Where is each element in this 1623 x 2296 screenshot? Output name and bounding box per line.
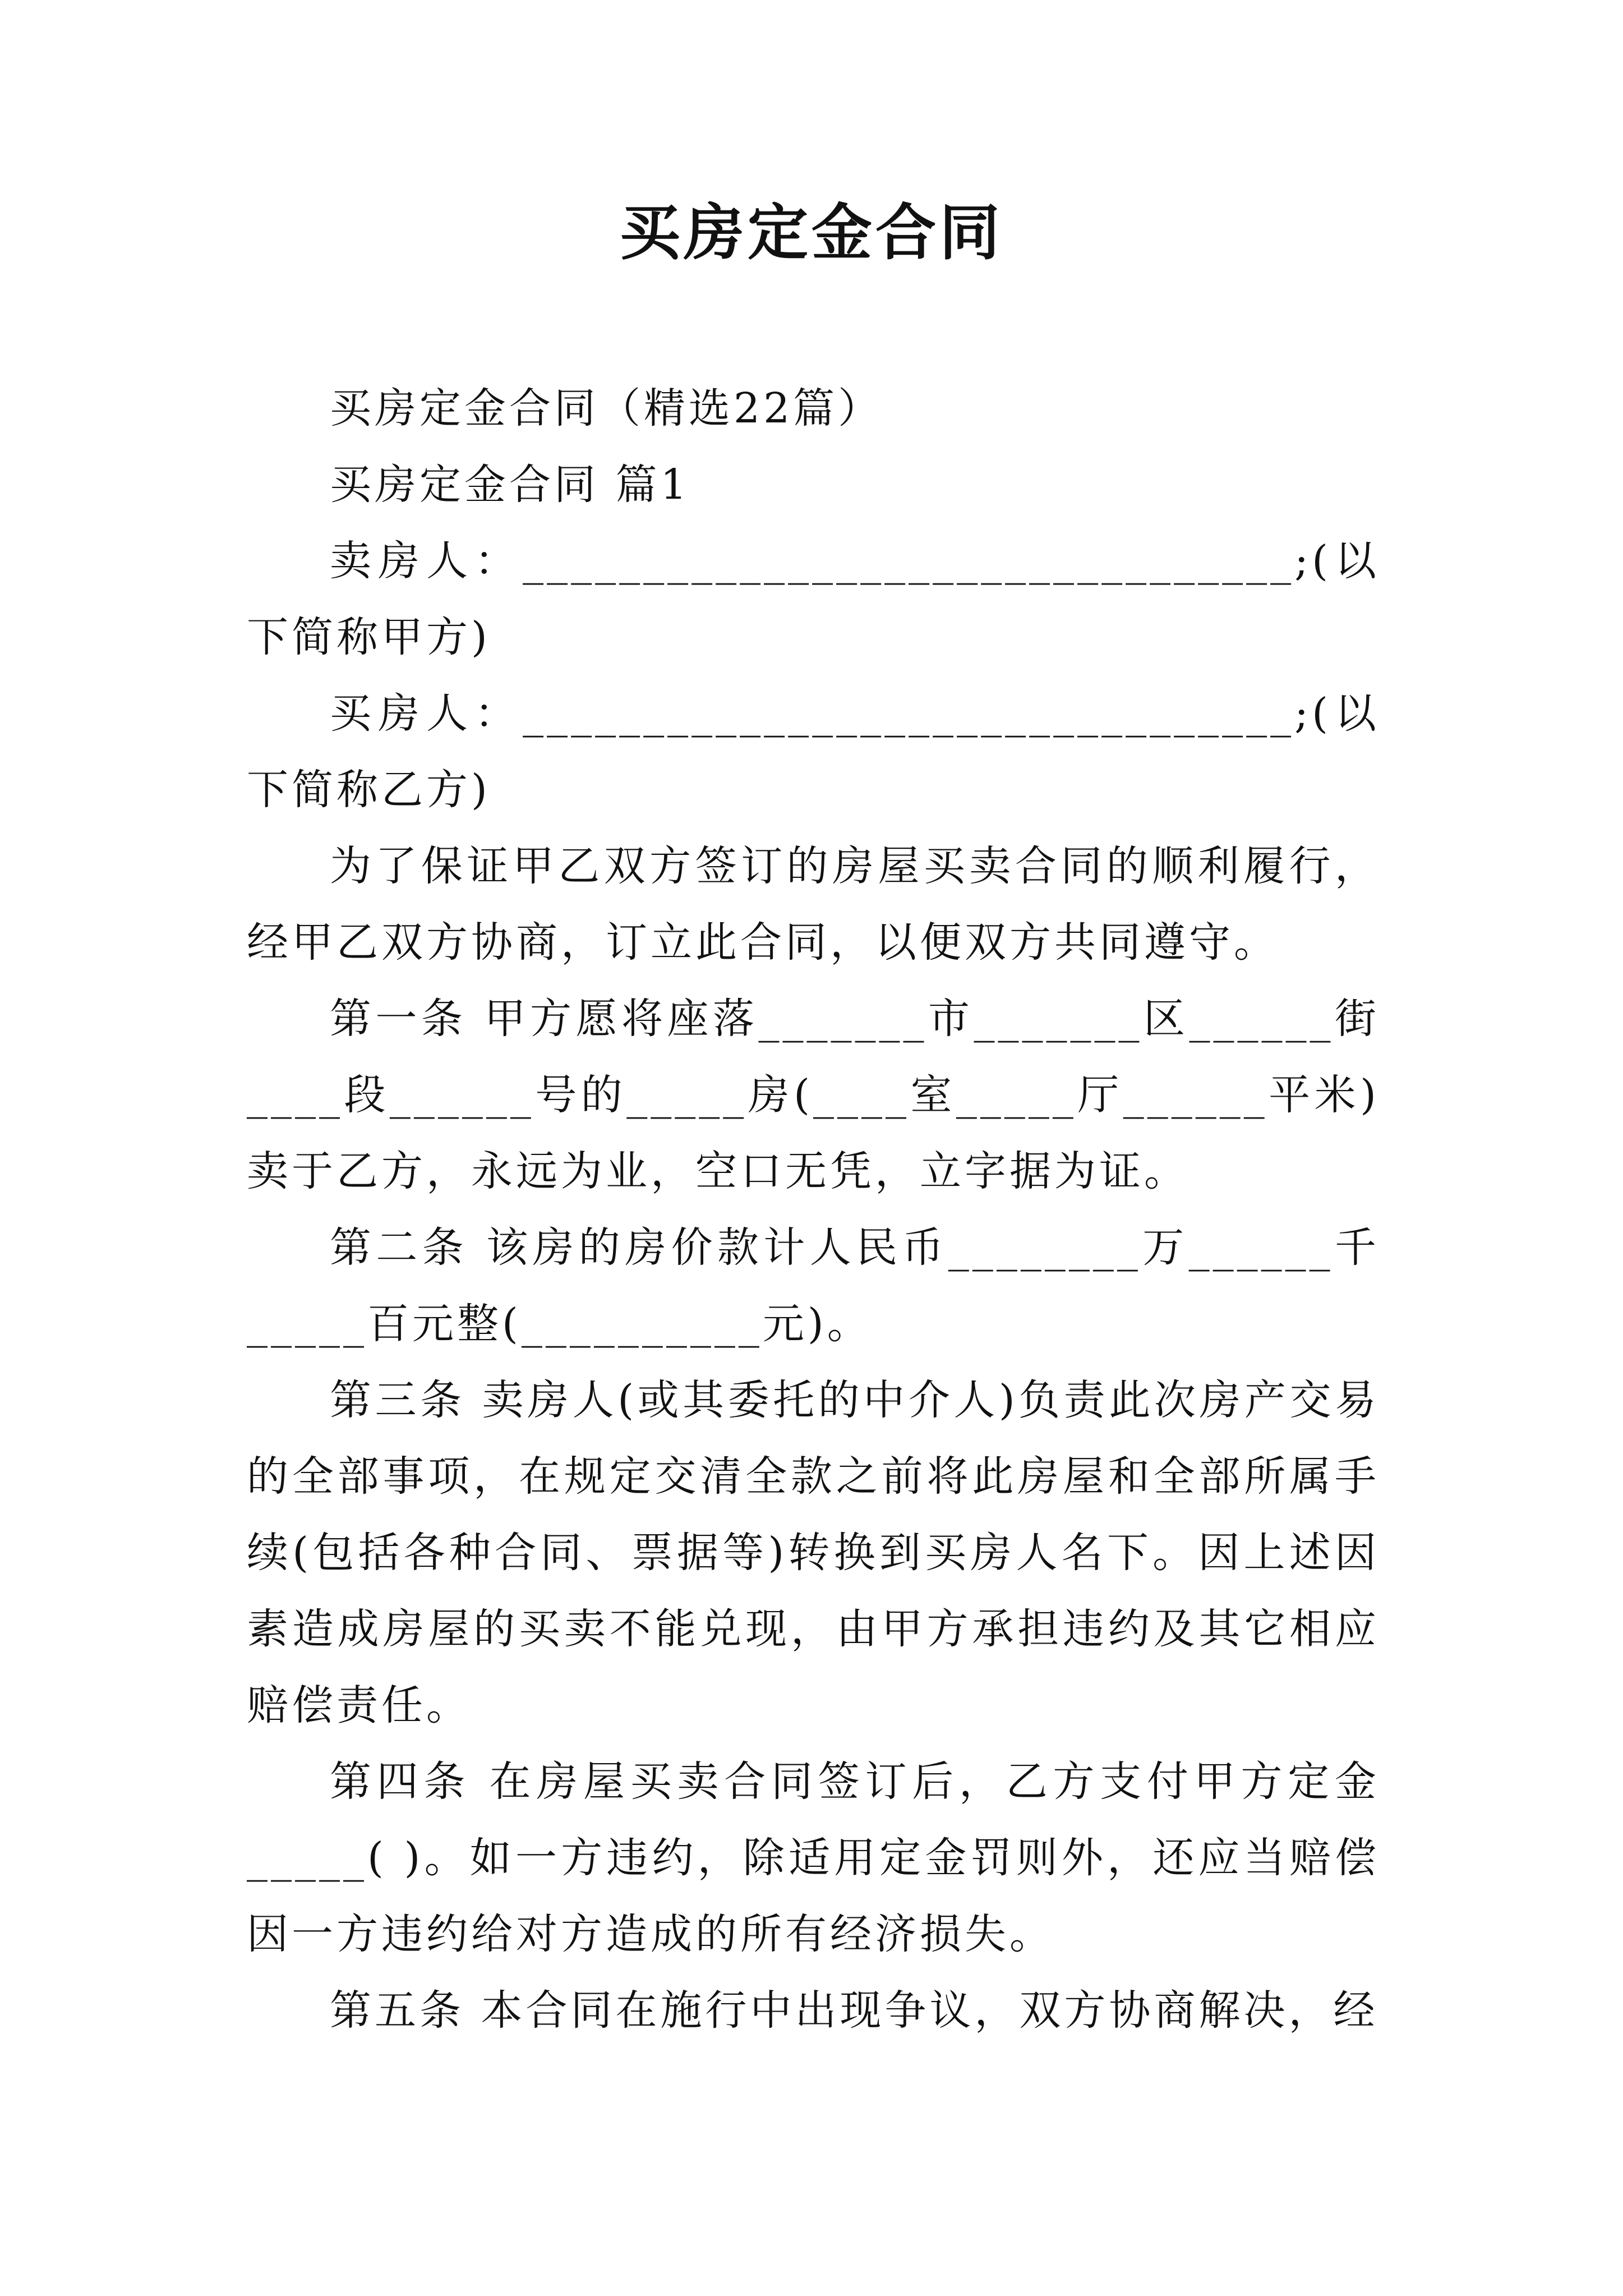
paragraph-article-4: 第四条 在房屋买卖合同签订后，乙方支付甲方定金_____( )。如一方违约，除适用定金罚则外，还应当赔偿因一方违约给对方造成的所有经济损失。	[247, 1757, 1380, 1958]
paragraph-collection-title: 买房定金合同（精选22篇）	[330, 384, 883, 432]
paragraph-article-5: 第五条 本合同在施行中出现争议，双方协商解决，经	[330, 1986, 1378, 2035]
paragraph-buyer: 买房人：________________________________;(以下简称乙方)	[247, 689, 1380, 814]
paragraph-article-1: 第一条 甲方愿将座落_______市_______区______街____段______号的_____房(____室_____厅______平米)卖于乙方，永远为业，空口无凭，立字据为证。	[247, 995, 1380, 1195]
paragraph-preamble: 为了保证甲乙双方签订的房屋买卖合同的顺利履行，经甲乙双方协商，订立此合同，以便双方共同遵守。	[247, 842, 1380, 967]
document-title: 买房定金合同	[619, 197, 1003, 268]
paragraph-article-2: 第二条 该房的房价款计人民币________万______千_____百元整(__________元)。	[247, 1223, 1380, 1348]
document-body	[247, 370, 1380, 2049]
paragraph-article-3: 第三条 卖房人(或其委托的中介人)负责此次房产交易的全部事项，在规定交清全款之前将此房屋和全部所属手续(包括各种合同、票据等)转换到买房人名下。因上述因素造成房屋的买卖不能兑现，由甲方承担违约及其它相应赔偿责任。	[247, 1376, 1380, 1729]
paragraph-seller: 卖房人：________________________________;(以下简称甲方)	[247, 537, 1380, 661]
paragraph-section-heading: 买房定金合同 篇1	[330, 461, 690, 509]
